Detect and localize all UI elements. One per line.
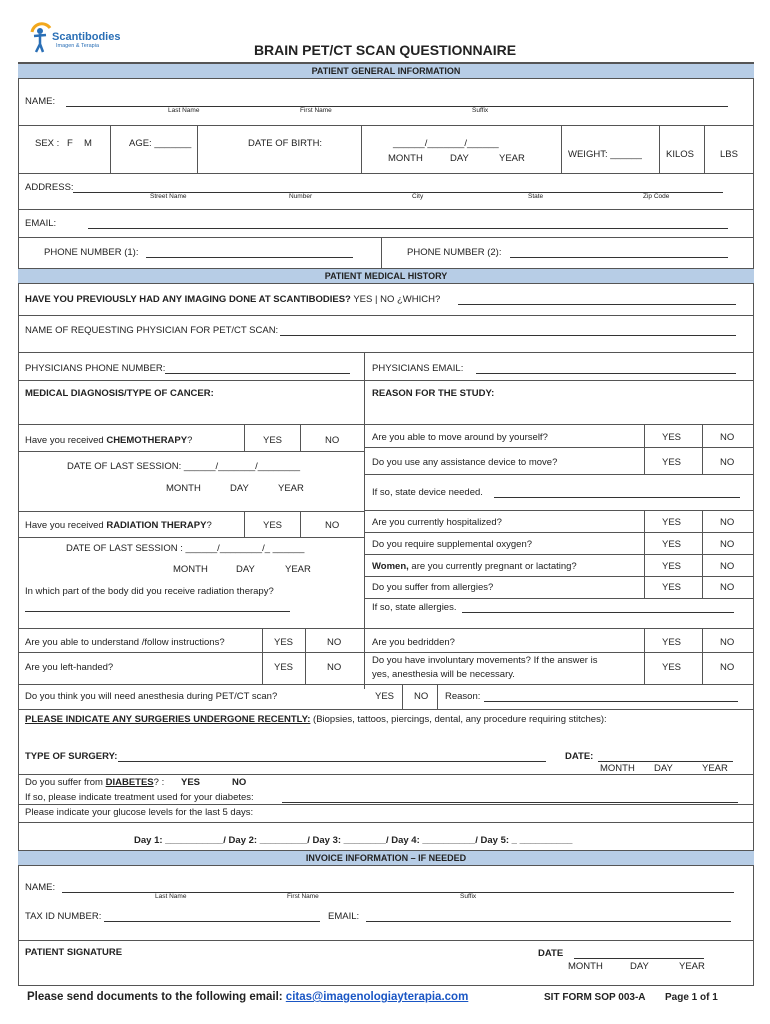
pregnant-yes[interactable]: YES [662,561,682,572]
city-caption: City [412,193,424,200]
chemo-yes[interactable]: YES [263,435,283,446]
radiation-yes[interactable]: YES [263,520,283,531]
sex-m-option[interactable]: M [84,138,92,149]
zip-caption: Zip Code [643,193,670,200]
page-title: BRAIN PET/CT SCAN QUESTIONNAIRE [253,42,517,58]
allergies-state-field[interactable] [462,612,734,613]
radiation-body-part-field[interactable] [25,611,290,612]
anesthesia-question: Do you think you will need anesthesia during PET/CT scan? [25,691,278,702]
allergies-no[interactable]: NO [720,582,735,593]
radiation-year-caption: YEAR [285,564,311,575]
general-header: PATIENT GENERAL INFORMATION [18,63,754,79]
chemo-question: Have you received CHEMOTHERAPY? [25,435,193,446]
surgery-day-caption: DAY [654,763,673,774]
chemo-month-caption: MONTH [166,483,201,494]
radiation-body-part-question: In which part of the body did you receive radiation therapy? [25,586,274,597]
chemo-no[interactable]: NO [325,435,340,446]
phone2-label: PHONE NUMBER (2): [407,247,502,258]
pregnant-no[interactable]: NO [720,561,735,572]
dob-field[interactable]: ______/_______/______ [393,138,499,149]
physician-email-label: PHYSICIANS EMAIL: [372,363,464,374]
dob-month-caption: MONTH [388,153,423,164]
glucose-label: Please indicate your glucose levels for the last 5 days: [25,807,254,818]
move-no[interactable]: NO [720,432,735,443]
involuntary-no[interactable]: NO [720,662,735,673]
chemo-last-session-field[interactable]: DATE OF LAST SESSION: ______/_______/________ [67,461,301,472]
move-yes[interactable]: YES [662,432,682,443]
signature-label: PATIENT SIGNATURE [25,947,123,958]
radiation-no[interactable]: NO [325,520,340,531]
sex-f-option[interactable]: F [67,138,73,149]
tax-id-field[interactable] [104,921,320,922]
move-question: Are you able to move around by yourself? [372,432,548,443]
surgery-type-label: TYPE OF SURGERY: [25,751,118,762]
kilos-option[interactable]: KILOS [666,149,694,160]
lbs-option[interactable]: LBS [720,149,738,160]
imaging-which-field[interactable] [458,304,736,305]
oxygen-no[interactable]: NO [720,539,735,550]
medical-header: PATIENT MEDICAL HISTORY [18,268,754,284]
form-id: SIT FORM SOP 003-A [544,992,646,1003]
invoice-email-field[interactable] [366,921,731,922]
surgery-type-field[interactable] [118,761,546,762]
anesthesia-reason-label: Reason: [445,691,481,702]
glucose-days-field[interactable]: Day 1: ___________/ Day 2: _________/ Day 3: ________/ Day 4: __________/ Day 5: _ __________ [134,835,573,846]
device-state-label: If so, state device needed. [372,487,483,498]
lefthanded-yes[interactable]: YES [274,662,294,673]
street-caption: Street Name [150,193,187,200]
anesthesia-no[interactable]: NO [414,691,429,702]
suffix-caption: Suffix [472,107,489,114]
invoice-last-name-caption: Last Name [155,893,187,900]
sex-label: SEX : [35,138,60,149]
bedridden-no[interactable]: NO [720,637,735,648]
last-name-caption: Last Name [168,107,200,114]
hospitalized-yes[interactable]: YES [662,517,682,528]
invoice-email-label: EMAIL: [328,911,360,922]
invoice-header: INVOICE INFORMATION – IF NEEDED [18,850,754,866]
understand-no[interactable]: NO [327,637,342,648]
phone1-label: PHONE NUMBER (1): [44,247,139,258]
bedridden-yes[interactable]: YES [662,637,682,648]
radiation-month-caption: MONTH [173,564,208,575]
weight-field[interactable]: WEIGHT: ______ [568,149,642,160]
physician-phone-field[interactable] [165,373,350,374]
hospitalized-question: Are you currently hospitalized? [372,517,502,528]
invoice-first-name-caption: First Name [287,893,319,900]
physician-phone-label: PHYSICIANS PHONE NUMBER: [25,363,166,374]
diagnosis-label: MEDICAL DIAGNOSIS/TYPE OF CANCER: [25,388,214,399]
allergies-question: Do you suffer from allergies? [372,582,494,593]
invoice-name-label: NAME: [25,882,56,893]
radiation-last-session-field[interactable]: DATE OF LAST SESSION : ______/________/_ ______ [66,543,305,554]
signature-year-caption: YEAR [679,961,705,972]
surgery-date-field[interactable] [598,761,733,762]
anesthesia-reason-field[interactable] [484,701,738,702]
footer-email-link[interactable]: citas@imagenologiayterapia.com [285,991,469,1003]
diabetes-no[interactable]: NO [232,777,247,788]
understand-yes[interactable]: YES [274,637,294,648]
pregnant-question: Women, are you currently pregnant or lactating? [372,561,577,572]
first-name-caption: First Name [300,107,332,114]
oxygen-question: Do you require supplemental oxygen? [372,539,533,550]
allergies-yes[interactable]: YES [662,582,682,593]
invoice-suffix-caption: Suffix [460,893,477,900]
allergies-state-label: If so, state allergies. [372,602,457,613]
surgery-month-caption: MONTH [600,763,635,774]
physician-name-field[interactable] [280,335,736,336]
signature-day-caption: DAY [630,961,649,972]
involuntary-yes[interactable]: YES [662,662,682,673]
logo-brand: Scantibodies [52,31,121,43]
lefthanded-no[interactable]: NO [327,662,342,673]
diabetes-treatment-label: If so, please indicate treatment used for your diabetes: [25,792,254,803]
physician-name-label: NAME OF REQUESTING PHYSICIAN FOR PET/CT SCAN: [25,325,279,336]
understand-question: Are you able to understand /follow instructions? [25,637,225,648]
signature-date-label: DATE [538,948,564,959]
footer-instruction: Please send documents to the following email: citas@imagenologiayterapia.com [27,991,469,1003]
lefthanded-question: Are you left-handed? [25,662,114,673]
device-no[interactable]: NO [720,457,735,468]
bedridden-question: Are you bedridden? [372,637,455,648]
surgery-year-caption: YEAR [702,763,728,774]
chemo-year-caption: YEAR [278,483,304,494]
phone1-field[interactable] [146,257,353,258]
device-state-field[interactable] [494,497,740,498]
surgery-date-label: DATE: [565,751,594,762]
diabetes-question: Do you suffer from DIABETES? : [25,777,165,788]
diabetes-yes[interactable]: YES [181,777,201,788]
dob-label: DATE OF BIRTH: [248,138,323,149]
signature-field[interactable] [24,958,524,982]
hospitalized-no[interactable]: NO [720,517,735,528]
physician-email-field[interactable] [476,373,736,374]
involuntary-question-line2: yes, anesthesia will be necessary. [372,669,515,680]
phone2-field[interactable] [510,257,728,258]
device-yes[interactable]: YES [662,457,682,468]
page-number: Page 1 of 1 [665,992,718,1003]
address-label: ADDRESS: [25,182,74,193]
number-caption: Number [289,193,313,200]
signature-date-field[interactable] [574,958,704,959]
device-question: Do you use any assistance device to move? [372,457,558,468]
name-field[interactable] [66,106,728,107]
age-field[interactable]: AGE: _______ [129,138,192,149]
reason-study-label: REASON FOR THE STUDY: [372,388,495,399]
surgeries-instruction: PLEASE INDICATE ANY SURGERIES UNDERGONE RECENTLY: (Biopsies, tattoos, piercings, dental, any procedure requiring stitches): [25,714,607,725]
anesthesia-yes[interactable]: YES [375,691,395,702]
imaging-question: HAVE YOU PREVIOUSLY HAD ANY IMAGING DONE AT SCANTIBODIES? YES | NO ¿WHICH? [25,294,441,305]
chemo-day-caption: DAY [230,483,249,494]
oxygen-yes[interactable]: YES [662,539,682,550]
email-field[interactable] [88,228,728,229]
signature-month-caption: MONTH [568,961,603,972]
diabetes-treatment-field[interactable] [282,802,738,803]
dob-day-caption: DAY [450,153,469,164]
tax-id-label: TAX ID NUMBER: [25,911,102,922]
email-label: EMAIL: [25,218,57,229]
state-caption: State [528,193,544,200]
dob-year-caption: YEAR [499,153,525,164]
name-label: NAME: [25,96,56,107]
logo-sub: Imagen & Terapia [56,43,100,49]
involuntary-question-line1: Do you have involuntary movements? If the answer is [372,655,598,666]
radiation-question: Have you received RADIATION THERAPY? [25,520,212,531]
radiation-day-caption: DAY [236,564,255,575]
